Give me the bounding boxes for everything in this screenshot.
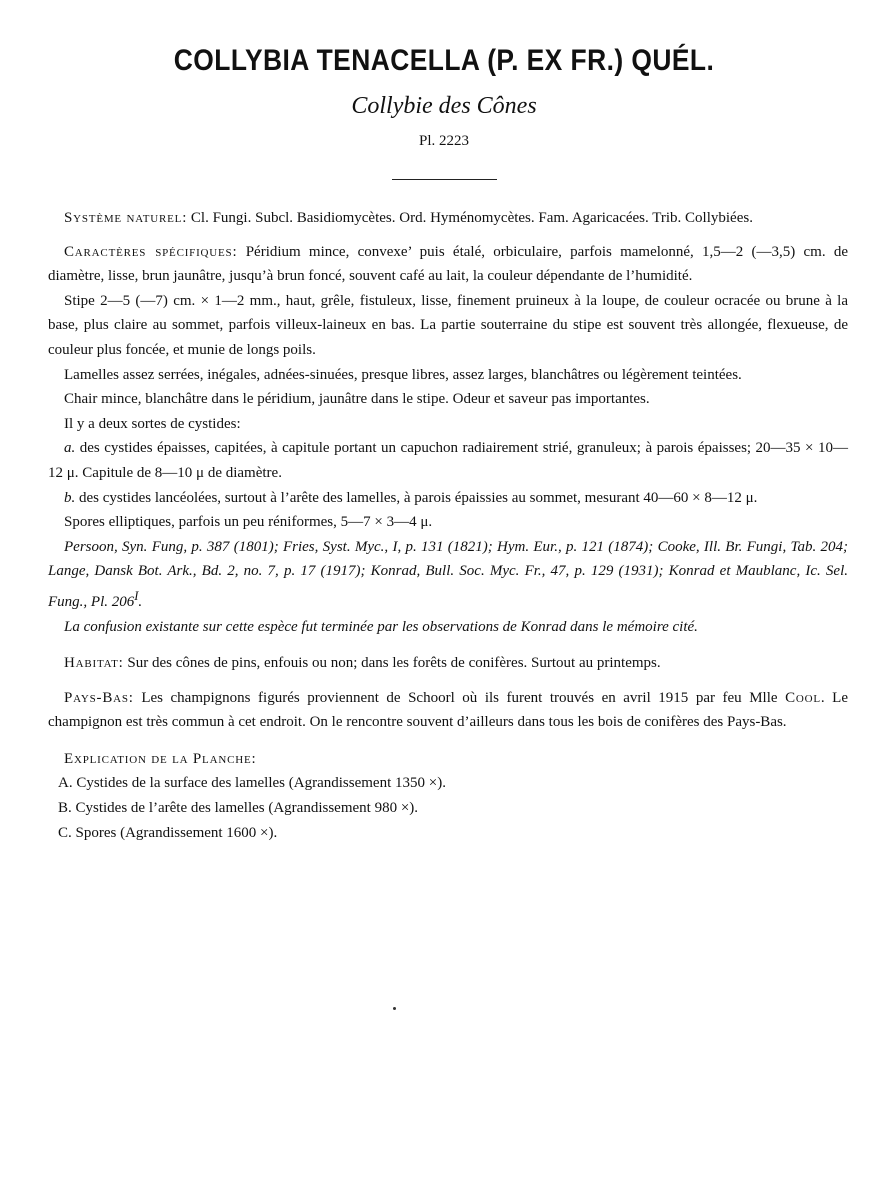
systeme-label: Système naturel: [64,210,188,226]
references-end: . [138,593,143,610]
explication-item-b: B. Cystides de l’arête des lamelles (Agrandissement 980 ×). [58,800,419,817]
cystides-intro: Il y a deux sortes de cystides: [64,415,241,432]
habitat-label: Habitat: [64,655,124,672]
common-name: Collybie des Cônes [351,93,537,119]
caracteres-paragraph [48,240,848,289]
explication-item-a: A. Cystides de la surface des lamelles (Agrandissement 1350 ×). [58,775,446,792]
cystides-a-marker: a. [64,440,76,457]
references-text: Persoon, Syn. Fung, p. 387 (1801); Fries, Syst. Myc., I, p. 131 (1821); Hym. Eur., p. 121 (1874); Cooke, Ill. Br. Fungi, Tab. 204; Lange, Dansk Bot. Ark., Bd. 2, no. 7, p. 17 (1917); Konrad, Bull. Soc. Myc. Fr., 47, p. 129 (1931); Konrad et Maublanc, Ic. Sel. Fung., Pl. 206 [48,538,848,610]
caracteres-text: Péridium mince, convexe’ puis étalé, orbiculaire, parfois mamelonné, 1,5—2 (—3,5) cm. de diamètre, lisse, brun jaunâtre, jusqu’à brun foncé, souvent café au lait, la couleur dépendante de l’humidité. [48,243,848,285]
chair-paragraph: Chair mince, blanchâtre dans le péridium, jaunâtre dans le stipe. Odeur et saveur pas importantes. [64,391,650,408]
cystides-a-paragraph [48,436,848,485]
habitat-paragraph [48,651,848,676]
systeme-paragraph [48,206,848,231]
plate-number: Pl. 2223 [418,133,469,149]
cystides-b-text: des cystides lancéolées, surtout à l’arête des lamelles, à parois épaissies au sommet, mesurant 40—60 × 8—12 μ. [75,489,758,506]
explication-heading [48,747,848,772]
systeme-text: Cl. Fungi. Subcl. Basidiomycètes. Ord. Hyménomycètes. Fam. Agaricacées. Trib. Collybiées. [187,210,753,226]
title-divider [392,179,497,180]
page-mark [393,1007,396,1010]
references-paragraph [48,535,848,615]
references-superscript: I [134,588,139,603]
explication-label: Explication de la Planche: [64,750,257,767]
caracteres-label: Caractères spécifiques: [64,243,238,260]
cystides-b-paragraph [48,486,848,511]
lamelles-paragraph: Lamelles assez serrées, inégales, adnées-sinuées, presque libres, assez larges, blanchâtres ou légèrement teintées. [64,366,742,383]
stipe-paragraph: Stipe 2—5 (—7) cm. × 1—2 mm., haut, grêle, fistuleux, lisse, finement pruineux à la loupe, de couleur ocracée ou brune à la base, plus claire au sommet, parfois villeux-laineux en bas. La partie souterraine du stipe est souvent très allongée, flexueuse, de couleur plus foncée, et munie de longs poils. [48,292,848,358]
confusion-paragraph: La confusion existante sur cette espèce fut terminée par les observations de Konrad dans le mémoire cité. [64,618,698,635]
habitat-text: Sur des cônes de pins, enfouis ou non; dans les forêts de conifères. Surtout au printemps. [123,655,661,672]
paysbas-label: Pays-Bas: [64,689,134,706]
explication-item-c: C. Spores (Agrandissement 1600 ×). [58,824,278,841]
paysbas-paragraph [48,686,848,735]
description-body [48,206,848,845]
spores-paragraph: Spores elliptiques, parfois un peu réniformes, 5—7 × 3—4 μ. [64,514,433,531]
paysbas-text-1: Les champignons figurés proviennent de Schoorl où ils furent trouvés en avril 1915 par feu Mlle [133,689,786,706]
paysbas-text-2: . Le champignon est très commun à cet endroit. On le rencontre souvent d’ailleurs dans tous les bois de conifères des Pays-Bas. [48,689,848,731]
cystides-b-marker: b. [64,489,76,506]
paysbas-name: Cool [785,689,821,706]
cystides-a-text: des cystides épaisses, capitées, à capitule portant un capuchon radiairement strié, granuleux; à parois épaisses; 20—35 × 10—12 μ. Capitule de 8—10 μ de diamètre. [48,440,848,481]
species-title: COLLYBIA TENACELLA (P. EX FR.) QUÉL. [173,44,715,77]
